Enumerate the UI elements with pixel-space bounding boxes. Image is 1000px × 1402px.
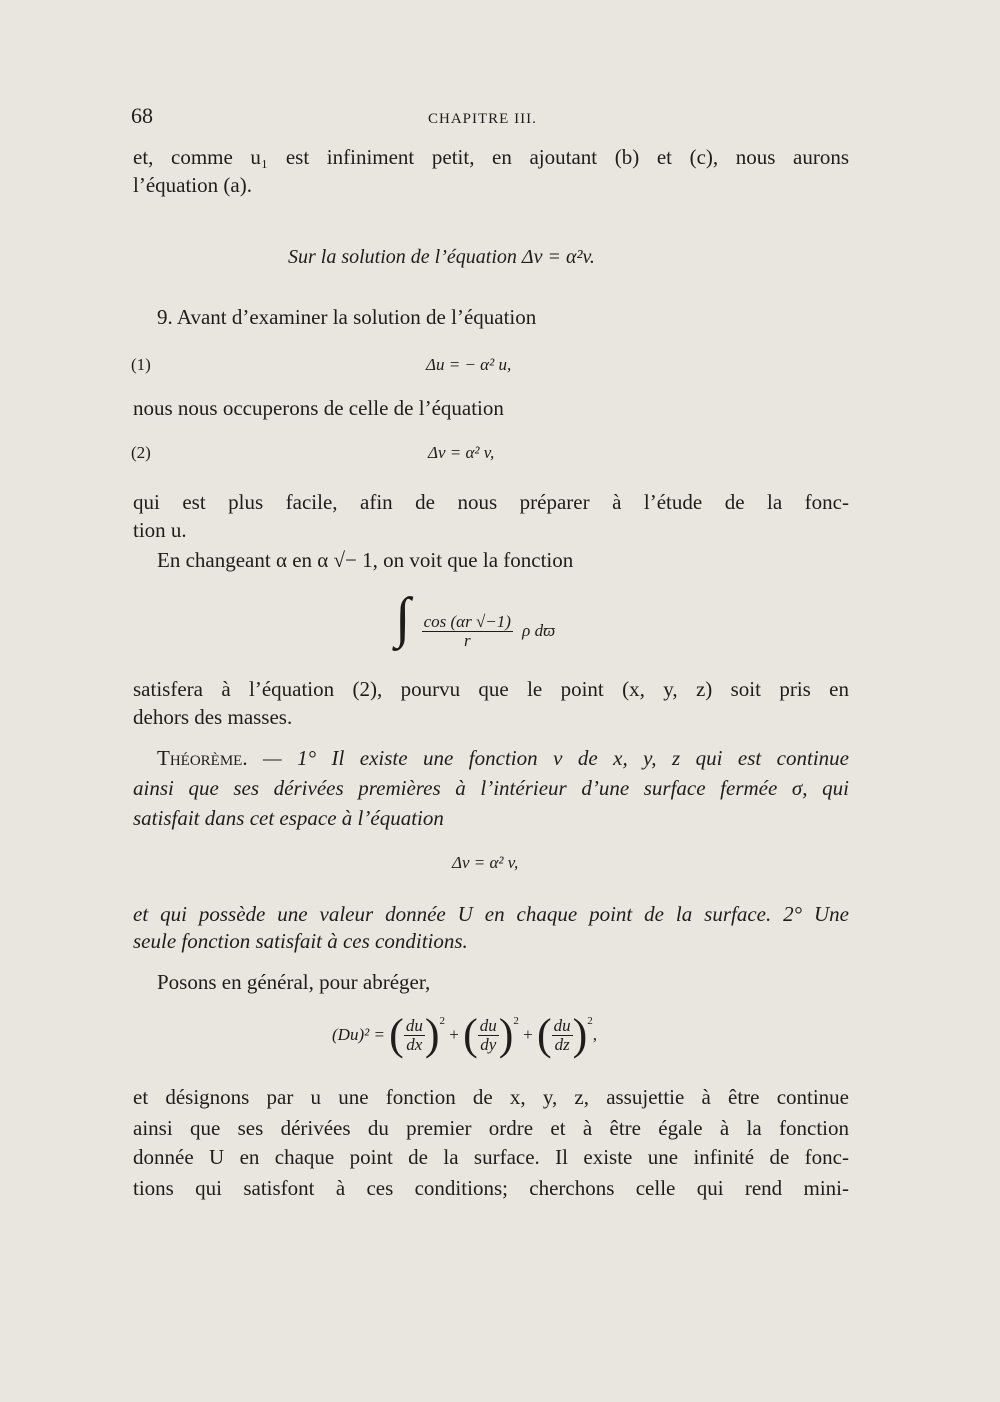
theorem-line-1 [157, 746, 849, 771]
text-line-2: l’équation (a). [133, 173, 252, 197]
section-title: Sur la solution de l’équation Δv = α²v. [288, 246, 595, 268]
text-line-4: nous nous occuperons de celle de l’équation [133, 396, 504, 420]
text-line-14: tions qui satisfont à ces conditions; cherchons celle qui rend mini- [133, 1176, 849, 1200]
theorem-line-5: seule fonction satisfait à ces conditions. [133, 929, 468, 953]
text-line-1: et, comme u₁ est infiniment petit, en ajoutant (b) et (c), nous aurons [133, 145, 849, 169]
running-title: CHAPITRE III. [428, 111, 537, 127]
text-line-13: donnée U en chaque point de la surface. Il existe une infinité de fonc- [133, 1145, 849, 1169]
text-line-9: dehors des masses. [133, 705, 293, 729]
text-line-10: Posons en général, pour abréger, [157, 970, 431, 994]
integral-denominator: r [463, 630, 471, 650]
integral-sign: ∫ [395, 587, 411, 649]
theorem-line-4: et qui possède une valeur donnée U en chaque point de la surface. 2° Une [133, 902, 849, 926]
fraction-du-dz: $\frac{du}{dz}$ [553, 1015, 571, 1054]
text-line-7: En changeant α en α √− 1, on voit que la fonction [157, 548, 574, 572]
integral-fraction [422, 613, 513, 650]
equation-4-lhs: (Du)² = [332, 1024, 385, 1044]
integral-numerator: cos (αr √−1) [423, 611, 511, 631]
fraction-du-dx: $\frac{du}{dx}$ [405, 1015, 423, 1054]
theorem-line-3: satisfait dans cet espace à l’équation [133, 806, 444, 830]
integral-tail: ρ dϖ [522, 620, 556, 640]
equation-3: Δv = α² v, [452, 853, 519, 872]
equation-1: Δu = − α² u, [426, 355, 512, 374]
equation-2-number: (2) [131, 443, 151, 462]
equation-4: (Du)² = ( $\frac{du}{dx}$ )$^2$ + ( $\frac{du}{dy}$ )$^2$ + ( $\frac{du}{dz}$ )$^2$, [332, 1010, 598, 1059]
theorem-label: Théorème. [157, 746, 248, 770]
equation-1-number: (1) [131, 355, 151, 374]
text-line-8: satisfera à l’équation (2), pourvu que le point (x, y, z) soit pris en [133, 677, 849, 701]
text-line-5: qui est plus facile, afin de nous préparer à l’étude de la fonc- [133, 490, 849, 514]
page-number: 68 [131, 103, 153, 128]
equation-2: Δv = α² v, [428, 443, 495, 462]
theorem-text-1: — 1° Il existe une fonction v de x, y, z qui est continue [263, 746, 849, 770]
text-line-3: 9. Avant d’examiner la solution de l’équation [157, 305, 537, 329]
text-line-11: et désignons par u une fonction de x, y, z, assujettie à être continue [133, 1085, 849, 1109]
integral-expression [395, 587, 556, 650]
fraction-du-dy: $\frac{du}{dy}$ [479, 1015, 497, 1054]
theorem-line-2: ainsi que ses dérivées premières à l’intérieur d’une surface fermée σ, qui [133, 776, 849, 800]
text-line-6: tion u. [133, 518, 187, 542]
text-line-12: ainsi que ses dérivées du premier ordre et à être égale à la fonction [133, 1116, 849, 1140]
